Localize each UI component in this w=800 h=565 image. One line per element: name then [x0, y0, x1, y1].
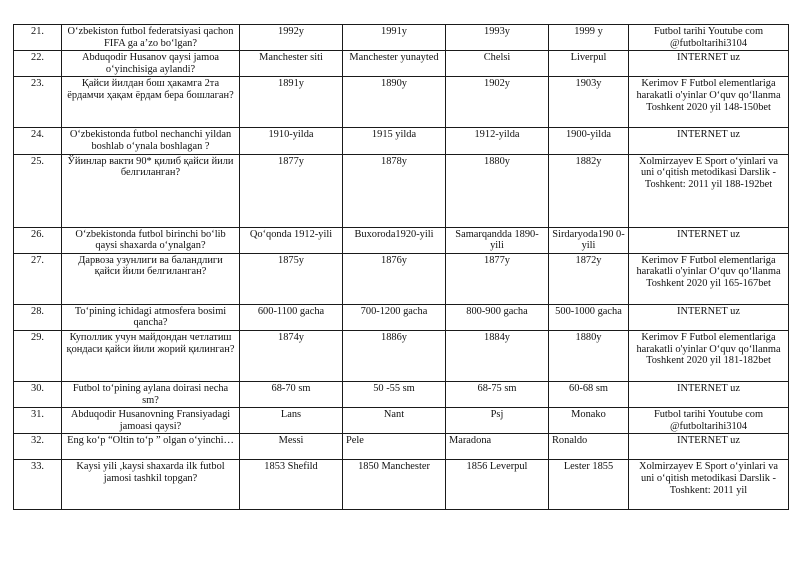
table-row — [14, 154, 789, 227]
answer-option-d: 1999 y — [549, 25, 629, 51]
table-row — [14, 381, 789, 407]
answer-option-b: Nant — [343, 408, 446, 434]
answer-option-c: Maradona — [446, 434, 549, 460]
question-number: 26. — [14, 227, 62, 253]
answer-option-b: 1876y — [343, 253, 446, 304]
quiz-table-sheet — [13, 24, 789, 510]
question-text: O‘zbekistonda futbol nechanchi yildan boshlab o‘ynala boshlagan ? — [62, 128, 240, 154]
table-row — [14, 77, 789, 128]
table-row — [14, 25, 789, 51]
source-reference: Futbol tarihi Youtube com @futboltarihi3104 — [629, 25, 789, 51]
table-row — [14, 253, 789, 304]
table-row — [14, 460, 789, 510]
answer-option-b: 1886y — [343, 330, 446, 381]
answer-option-d: 60-68 sm — [549, 381, 629, 407]
answer-option-c: 1902y — [446, 77, 549, 128]
answer-option-a: 1992y — [240, 25, 343, 51]
answer-option-b: 1991y — [343, 25, 446, 51]
quiz-table — [13, 24, 789, 510]
answer-option-b: 700-1200 gacha — [343, 304, 446, 330]
answer-option-a: 1875y — [240, 253, 343, 304]
answer-option-d: 1880y — [549, 330, 629, 381]
answer-option-b: Pele — [343, 434, 446, 460]
answer-option-a: Manchester siti — [240, 51, 343, 77]
answer-option-b: Manchester yunayted — [343, 51, 446, 77]
question-text: O‘zbekistonda futbol birinchi bo‘lib qaysi shaxarda o‘ynalgan? — [62, 227, 240, 253]
question-number: 32. — [14, 434, 62, 460]
table-row — [14, 128, 789, 154]
question-text: Қайси йилдан бош ҳакамга 2та ёрдамчи ҳақам ёрдам бера бошлаган? — [62, 77, 240, 128]
answer-option-b: 1878y — [343, 154, 446, 227]
question-number: 29. — [14, 330, 62, 381]
question-text: Eng ko‘p “Oltin to‘p ” olgan o‘yinchi… — [62, 434, 240, 460]
question-number: 24. — [14, 128, 62, 154]
quiz-table-body — [14, 25, 789, 510]
answer-option-c: 1877y — [446, 253, 549, 304]
answer-option-b: 1890y — [343, 77, 446, 128]
source-reference: INTERNET uz — [629, 128, 789, 154]
source-reference: Kerimov F Futbol elementlariga harakatli o'yinlar O‘quv qo‘llanma Toshkent 2020 yil 181-182bet — [629, 330, 789, 381]
source-reference: Kerimov F Futbol elementlariga harakatli o'yinlar O‘quv qo‘llanma Toshkent 2020 yil 165-167bet — [629, 253, 789, 304]
answer-option-a: 68-70 sm — [240, 381, 343, 407]
answer-option-b: 1850 Manchester — [343, 460, 446, 510]
answer-option-c: 1912-yilda — [446, 128, 549, 154]
answer-option-c: Samarqandda 1890-yili — [446, 227, 549, 253]
answer-option-a: 1877y — [240, 154, 343, 227]
answer-option-a: Qo‘qonda 1912-yili — [240, 227, 343, 253]
question-text: Дарвоза узунлиги ва баландлиги қайси йили белгиланган? — [62, 253, 240, 304]
question-number: 25. — [14, 154, 62, 227]
question-text: Kaysi yili ,kaysi shaxarda ilk futbol jamosi tashkil topgan? — [62, 460, 240, 510]
source-reference: Kerimov F Futbol elementlariga harakatli o'yinlar O‘quv qo‘llanma Toshkent 2020 yil 148-150bet — [629, 77, 789, 128]
answer-option-c: 1880y — [446, 154, 549, 227]
table-row — [14, 51, 789, 77]
question-text: Ўйинлар вакти 90* қилиб қайси йили белгиланган? — [62, 154, 240, 227]
source-reference: INTERNET uz — [629, 434, 789, 460]
answer-option-a: 1853 Shefild — [240, 460, 343, 510]
source-reference: INTERNET uz — [629, 381, 789, 407]
question-number: 30. — [14, 381, 62, 407]
answer-option-d: 1900-yilda — [549, 128, 629, 154]
answer-option-d: Lester 1855 — [549, 460, 629, 510]
source-reference: INTERNET uz — [629, 304, 789, 330]
answer-option-a: 600-1100 gacha — [240, 304, 343, 330]
answer-option-c: 800-900 gacha — [446, 304, 549, 330]
table-row — [14, 227, 789, 253]
question-text: Abduqodir Husanovning Fransiyadagi jamoasi qaysi? — [62, 408, 240, 434]
answer-option-a: 1891y — [240, 77, 343, 128]
question-number: 28. — [14, 304, 62, 330]
answer-option-c: 1856 Leverpul — [446, 460, 549, 510]
answer-option-d: 1882y — [549, 154, 629, 227]
source-reference: INTERNET uz — [629, 227, 789, 253]
table-row — [14, 434, 789, 460]
answer-option-d: Ronaldo — [549, 434, 629, 460]
source-reference: Futbol tarihi Youtube com @futboltarihi3104 — [629, 408, 789, 434]
answer-option-d: 1903y — [549, 77, 629, 128]
answer-option-d: Monako — [549, 408, 629, 434]
answer-option-c: Psj — [446, 408, 549, 434]
source-reference: INTERNET uz — [629, 51, 789, 77]
answer-option-b: 1915 yilda — [343, 128, 446, 154]
table-row — [14, 408, 789, 434]
question-text: Куполлик учун майдондан четлатиш қондаси қайси йили жорий қилинган? — [62, 330, 240, 381]
question-text: Abduqodir Husanov qaysi jamoa o‘yinchisiga aylandi? — [62, 51, 240, 77]
source-reference: Xolmirzayev E Sport o‘yinlari va uni o‘qitish metodikasi Darslik - Toshkent: 2011 yil 188-192bet — [629, 154, 789, 227]
answer-option-d: Sirdaryoda190 0-yili — [549, 227, 629, 253]
question-number: 31. — [14, 408, 62, 434]
answer-option-b: 50 -55 sm — [343, 381, 446, 407]
question-number: 33. — [14, 460, 62, 510]
question-text: To‘pining ichidagi atmosfera bosimi qancha? — [62, 304, 240, 330]
answer-option-c: Chelsi — [446, 51, 549, 77]
source-reference: Xolmirzayev E Sport o‘yinlari va uni o‘qitish metodikasi Darslik - Toshkent: 2011 yil — [629, 460, 789, 510]
question-number: 22. — [14, 51, 62, 77]
answer-option-a: Messi — [240, 434, 343, 460]
question-text: Futbol to‘pining aylana doirasi necha sm? — [62, 381, 240, 407]
question-number: 23. — [14, 77, 62, 128]
question-text: O‘zbekiston futbol federatsiyasi qachon FIFA ga a’zo bo‘lgan? — [62, 25, 240, 51]
answer-option-c: 1884y — [446, 330, 549, 381]
question-number: 27. — [14, 253, 62, 304]
answer-option-a: Lans — [240, 408, 343, 434]
answer-option-c: 68-75 sm — [446, 381, 549, 407]
answer-option-d: 1872y — [549, 253, 629, 304]
answer-option-d: 500-1000 gacha — [549, 304, 629, 330]
table-row — [14, 330, 789, 381]
question-number: 21. — [14, 25, 62, 51]
answer-option-d: Liverpul — [549, 51, 629, 77]
answer-option-a: 1910-yilda — [240, 128, 343, 154]
answer-option-a: 1874y — [240, 330, 343, 381]
table-row — [14, 304, 789, 330]
answer-option-b: Buxoroda1920-yili — [343, 227, 446, 253]
answer-option-c: 1993y — [446, 25, 549, 51]
